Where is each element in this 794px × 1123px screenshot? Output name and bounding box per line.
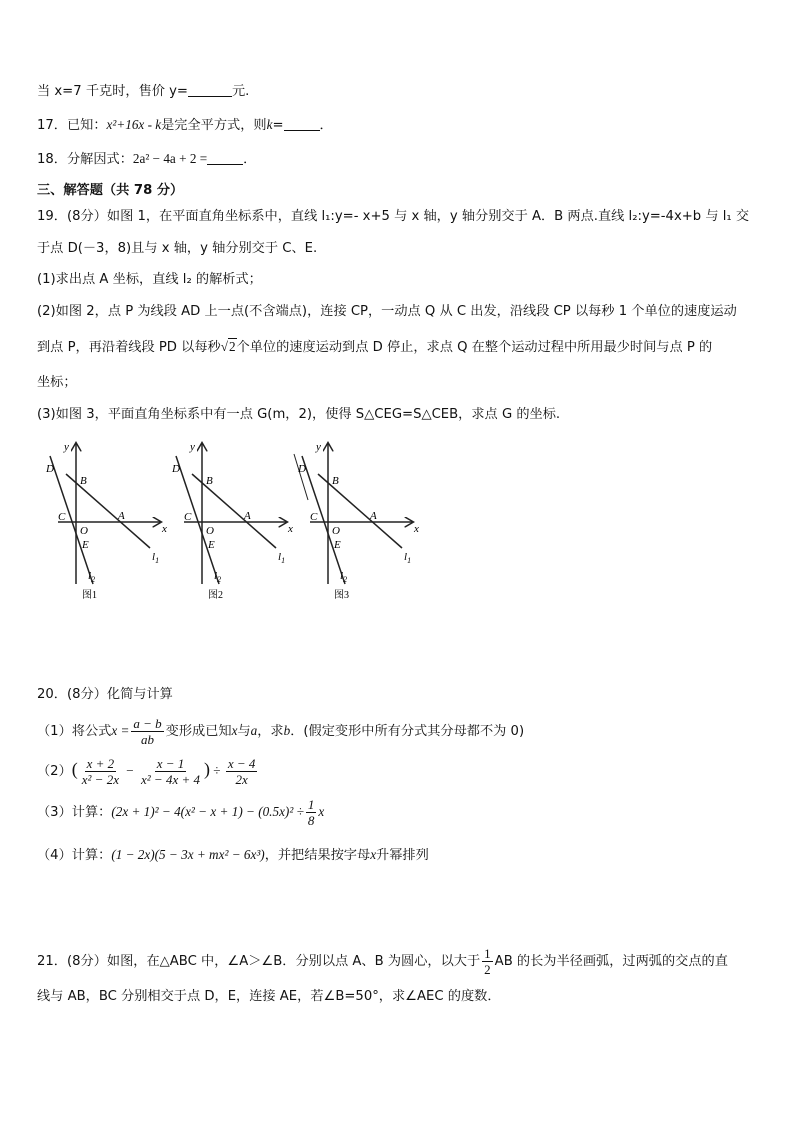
q19-part-2c: 坐标； <box>37 375 77 390</box>
label-l1: $l_1$ <box>152 551 160 565</box>
q17-line: 17．已知：x²+16x - k是完全平方式，则k= ． <box>37 117 333 133</box>
fraction: $\frac{x - 4}{2x}$ <box>227 755 256 787</box>
sqrt-symbol: √2 <box>220 339 236 354</box>
label-E: E <box>334 539 341 551</box>
label-x: x <box>414 523 419 535</box>
label-C: C <box>58 511 66 523</box>
answer-blank[interactable] <box>188 83 232 97</box>
fraction: $\frac{x + 2}{\text{x² − 2x}}$ <box>81 755 119 787</box>
label-x: x <box>162 523 167 535</box>
label-O: O <box>80 525 88 537</box>
figure-caption: 图2 <box>208 590 223 601</box>
q20-part-3: （3）计算：(2x + 1)² − 4(x² − x + 1) − (0.5x)² ÷ $\frac{1}{8}$ x <box>37 796 325 828</box>
figure-3 <box>294 441 419 601</box>
q19-part-3: (3)如图 3，平面直角坐标系中有一点 G(m，2)，使得 S△CEG=S△CEB，求点 G 的坐标. <box>37 407 561 422</box>
label-B: B <box>206 475 213 487</box>
label-B: B <box>80 475 87 487</box>
label-O: O <box>206 525 214 537</box>
label-l1: $l_1$ <box>404 551 412 565</box>
answer-blank[interactable] <box>207 151 243 165</box>
q20-part-1: （1）将公式x = $\frac{a - b}{ab}$ 变形成已知x与a，求b．(假定变形中所有分式其分母都不为 0) <box>37 715 525 747</box>
label-A: A <box>244 510 251 522</box>
fraction: $\frac{a - b}{ab}$ <box>133 715 162 747</box>
figure-caption: 图1 <box>82 590 97 601</box>
label-E: E <box>208 539 215 551</box>
parallel-line <box>294 454 308 500</box>
label-A: A <box>370 510 377 522</box>
q21-line-2: 线与 AB，BC 分别相交于点 D，E，连接 AE，若∠B=50°，求∠AEC 的度数． <box>37 989 501 1004</box>
q18-line: 18．分解因式：2a² − 4a + 2 = ． <box>37 151 257 167</box>
q20-part-4: （4）计算：(1 − 2x)(5 − 3x + mx² − 6x³)，并把结果按字母x升幂排列 <box>37 847 429 863</box>
line-l1 <box>318 474 402 548</box>
label-l1: $l_1$ <box>278 551 286 565</box>
label-l2: $l_2$ <box>214 570 222 584</box>
q19-line-1: 19．(8分）如图 1，在平面直角坐标系中，直线 l₁:y=- x+5 与 x 轴，y 轴分别交于 A．B 两点.直线 l₂:y=-4x+b 与 l₁ 交 <box>37 209 750 224</box>
label-y: y <box>190 441 195 453</box>
fraction: $\frac{1}{2}$ <box>484 945 491 977</box>
label-D: D <box>298 463 306 475</box>
label-D: D <box>46 463 54 475</box>
q20-part-2: （2）( $\frac{x + 2}{\text{x² − 2x}}$ − $\frac{x - 1}{\text{x² − 4x + 4}}$ ) ÷ $\frac{x - 4}{2x}$ <box>37 755 256 787</box>
section-title: 三、解答题（共 78 分） <box>37 183 184 198</box>
label-l2: $l_2$ <box>340 570 348 584</box>
label-y: y <box>64 441 69 453</box>
label-x: x <box>288 523 293 535</box>
answer-blank[interactable] <box>284 117 320 131</box>
label-O: O <box>332 525 340 537</box>
figure-1 <box>45 441 167 601</box>
q19-part-2b: 到点 P，再沿着线段 PD 以每秒√2个单位的速度运动到点 D 停止，求点 Q 在整个运动过程中所用最少时间与点 P 的 <box>37 339 713 355</box>
figure-caption: 图3 <box>334 590 349 601</box>
figure-2 <box>171 441 293 601</box>
label-C: C <box>310 511 318 523</box>
label-D: D <box>172 463 180 475</box>
label-l2: $l_2$ <box>88 570 96 584</box>
q19-part-2a: (2)如图 2，点 P 为线段 AD 上一点(不含端点)，连接 CP，一动点 Q 从 C 出发，沿线段 CP 以每秒 1 个单位的速度运动 <box>37 304 737 319</box>
q16-line: 当 x=7 千克时，售价 y= 元. <box>37 84 250 99</box>
q19-part-1: (1)求出点 A 坐标，直线 l₂ 的解析式； <box>37 272 262 287</box>
label-y: y <box>316 441 321 453</box>
line-l1 <box>192 474 276 548</box>
q21-line-1: 21．(8分）如图，在△ABC 中，∠A＞∠B．分别以点 A、B 为圆心，以大于 $\frac{1}{2}$ AB 的长为半径画弧，过两弧的交点的直 <box>37 945 728 977</box>
fraction: $\frac{x - 1}{\text{x² − 4x + 4}}$ <box>141 755 200 787</box>
label-C: C <box>184 511 192 523</box>
coordinate-figures <box>38 436 428 606</box>
label-E: E <box>82 539 89 551</box>
label-B: B <box>332 475 339 487</box>
q19-line-2: 于点 D(－3，8)且与 x 轴，y 轴分别交于 C、E. <box>37 241 318 256</box>
q20-title: 20．(8分）化简与计算 <box>37 687 173 702</box>
fraction: $\frac{1}{8}$ <box>307 796 315 828</box>
label-A: A <box>118 510 125 522</box>
line-l1 <box>66 474 150 548</box>
